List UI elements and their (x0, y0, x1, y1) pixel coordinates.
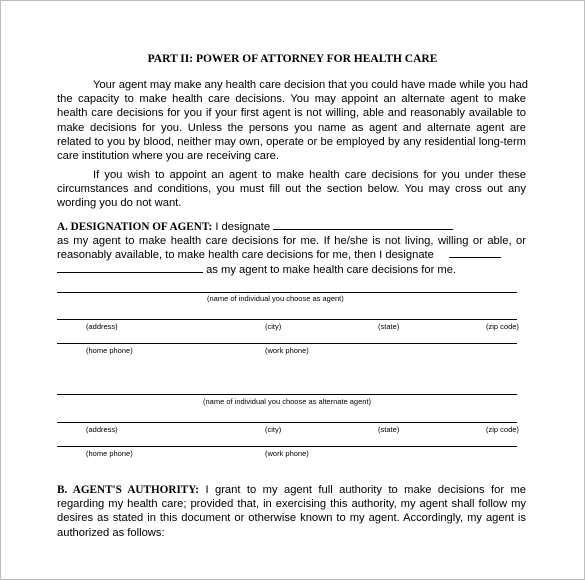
designate-text: I designate (215, 221, 271, 233)
alternate-city-caption: (city) (265, 425, 282, 434)
intro-line: make decisions for you. Unless the persons you name as agent and alternate agent are (57, 121, 526, 134)
section-b-line: authorized as follows: (57, 526, 165, 539)
instructions-line: wording you do not want. (57, 197, 182, 210)
instructions-line: circumstances and conditions, you must fill out the section below. You may cross out any (57, 183, 526, 196)
section-a-line1 (57, 220, 526, 234)
section-a-line4 (57, 263, 526, 277)
alternate-home-phone-caption: (home phone) (86, 449, 133, 458)
alternate-work-phone-caption: (work phone) (265, 449, 309, 458)
intro-line: related to you by blood, neither may own, operate or be employed by any residential long-term (57, 135, 526, 148)
alternate-name-caption: (name of individual you choose as alternate agent) (203, 397, 372, 406)
section-b-heading: B. AGENT'S AUTHORITY: (57, 484, 200, 496)
agent-state-caption: (state) (378, 322, 400, 331)
agent-name-line[interactable] (57, 292, 517, 293)
section-a-line3 (57, 248, 526, 262)
instructions-paragraph (57, 168, 526, 211)
alternate-address-caption: (address) (86, 425, 118, 434)
agent-home-phone-caption: (home phone) (86, 346, 133, 355)
intro-line: care institution where you are receiving care. (57, 150, 279, 163)
section-b-line: regarding my health care; provided that, in exercising this authority, my agent shall follow my (57, 498, 526, 511)
alternate-zip-caption: (zip code) (486, 425, 519, 434)
section-b-authority (57, 483, 526, 540)
section-b-grant-text: I grant to my agent full authority to make decisions for me (205, 484, 526, 496)
alternate-state-caption: (state) (378, 425, 400, 434)
agent-city-caption: (city) (265, 322, 282, 331)
section-b-line1 (57, 483, 526, 497)
agent-address-line[interactable] (57, 319, 517, 320)
agent-name-caption: (name of individual you choose as agent) (207, 294, 344, 303)
agent-work-phone-caption: (work phone) (265, 346, 309, 355)
agent-zip-caption: (zip code) (486, 322, 519, 331)
section-b-line: desires as stated in this document or otherwise known to my agent. Accordingly, my agent is (57, 512, 526, 525)
intro-paragraph (57, 78, 526, 163)
intro-line: the capacity to make health care decisions. You may appoint an alternate agent to make (57, 93, 526, 106)
alternate-address-line[interactable] (57, 422, 517, 423)
as-agent-text: as my agent to make health care decisions for me. (206, 263, 457, 276)
alternate-name-blank-a[interactable] (449, 248, 501, 258)
instructions-line: If you wish to appoint an agent to make health care decisions for you under these (93, 169, 526, 181)
section-a-line2: as my agent to make health care decisions for me. If he/she is not living, willing or able, or (57, 235, 526, 248)
agent-phone-line[interactable] (57, 343, 517, 344)
intro-line: health care decisions for you if your first agent is not willing, able and reasonably available to (57, 107, 526, 120)
alternate-name-line[interactable] (57, 394, 517, 395)
designate-alternate-text: reasonably available, to make health care decisions for me, then I designate (57, 249, 434, 262)
section-a-designation (57, 220, 526, 277)
form-title: PART II: POWER OF ATTORNEY FOR HEALTH CARE (147, 53, 438, 65)
section-a-heading: A. DESIGNATION OF AGENT: (57, 221, 213, 233)
intro-line: Your agent may make any health care decision that you could have made while you had (93, 79, 528, 91)
alternate-phone-line[interactable] (57, 446, 517, 447)
agent-address-caption: (address) (86, 322, 118, 331)
agent-name-blank[interactable] (273, 220, 453, 230)
alternate-name-blank-b[interactable] (57, 263, 203, 273)
